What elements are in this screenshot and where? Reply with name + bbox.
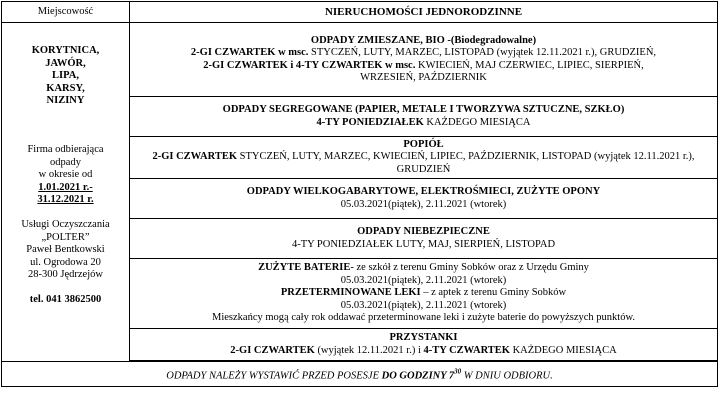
segregated-text: KAŻDEGO MIESIĄCA <box>423 116 531 128</box>
segregated-cell <box>130 97 718 137</box>
bulky-dates: 05.03.2021(piątek), 2.11.2021 (wtorek) <box>340 198 507 210</box>
mixed-l3-text: WRZESIEŃ, PAŹDZIERNIK <box>360 72 487 83</box>
header-title: NIERUCHOMOŚCI JEDNORODZINNE <box>130 2 718 23</box>
mixed-title: ODPADY ZMIESZANE, BIO -(Biodegradowalne) <box>310 34 537 46</box>
segregated-title: ODPADY SEGREGOWANE (PAPIER, METALE I TWORZYWA SZTUCZNE, SZKŁO) <box>222 104 625 115</box>
footer-after: W DNIU ODBIORU. <box>461 370 553 381</box>
company-name2: „POLTER” <box>41 231 90 243</box>
batteries-text: - ze szkół z terenu Gminy Sobków oraz z Urzędu Gminy <box>350 262 589 274</box>
hazardous-title: ODPADY NIEBEZPIECZNE <box>357 226 490 237</box>
locality-2: JAWÓR, <box>45 57 86 69</box>
stops-bold2: 4-TY CZWARTEK <box>423 344 510 356</box>
mixed-l2-bold: 2-GI CZWARTEK i 4-TY CZWARTEK w msc. <box>203 59 416 71</box>
company-line1: Firma odbierająca <box>27 143 104 155</box>
locality-cell <box>2 23 130 362</box>
company-phone: tel. 041 3862500 <box>29 293 102 305</box>
hazardous-text: 4-TY PONIEDZIAŁEK LUTY, MAJ, SIERPIEŃ, LISTOPAD <box>291 238 556 250</box>
hazardous-cell <box>130 219 718 259</box>
header-locality: Miejscowość <box>2 2 130 23</box>
company-owner: Paweł Bentkowski <box>26 244 105 256</box>
ash-text: STYCZEŃ, LUTY, MARZEC, KWIECIEŃ, LIPIEC, PAŹDZIERNIK, LISTOPAD (wyjątek 12.11.2021 r.), GRUDZIEŃ <box>237 151 695 175</box>
date-from: 1.01.2021 r.- <box>38 181 93 193</box>
batteries-note: Mieszkańcy mogą cały rok oddawać przeterminowane leki i zużyte baterie do powyższych punktów. <box>212 312 635 324</box>
footer-bold: DO GODZINY 7 <box>381 370 455 381</box>
segregated-day: 4-TY PONIEDZIAŁEK <box>316 116 424 128</box>
company-line2: odpady <box>50 156 81 168</box>
meds-title: PRZETERMINOWANE LEKI <box>280 287 421 299</box>
locality-3: LIPA, <box>52 70 79 82</box>
stops-bold1: 2-GI CZWARTEK <box>230 344 315 356</box>
company-name1: Usługi Oczyszczania <box>21 218 110 230</box>
bulky-title: ODPADY WIELKOGABARYTOWE, ELEKTROŚMIECI, ZUŻYTE OPONY <box>246 186 601 197</box>
bulky-cell <box>130 179 718 219</box>
stops-text2: KAŻDEGO MIESIĄCA <box>509 344 617 356</box>
batteries-dates: 05.03.2021(piątek), 2.11.2021 (wtorek) <box>340 274 507 286</box>
locality-1: KORYTNICA, <box>31 45 100 56</box>
ash-title: POPIÓŁ <box>403 138 444 150</box>
company-city: 28-300 Jędrzejów <box>28 269 103 281</box>
meds-text: – z aptek z terenu Gminy Sobków <box>420 287 567 299</box>
ash-bold: 2-GI CZWARTEK <box>152 151 237 163</box>
meds-dates: 05.03.2021(piątek), 2.11.2021 (wtorek) <box>340 299 507 311</box>
footer-note <box>2 362 718 387</box>
ash-cell <box>130 137 718 179</box>
company-line3: w okresie od <box>38 169 93 181</box>
mixed-waste-cell <box>130 23 718 97</box>
locality-4: KARSY, <box>46 82 85 94</box>
mixed-l1-text: STYCZEŃ, LUTY, MARZEC, LISTOPAD (wyjątek 12.11.2021 r.), GRUDZIEŃ, <box>308 47 657 58</box>
date-to: 31.12.2021 r. <box>37 194 94 206</box>
footer-sup: 30 <box>454 367 462 376</box>
stops-cell <box>130 329 718 361</box>
stops-title: PRZYSTANKI <box>389 332 458 343</box>
stops-text1: (wyjątek 12.11.2021 r.) i <box>314 344 424 356</box>
batteries-cell <box>130 259 718 329</box>
locality-5: NIZINY <box>46 95 85 107</box>
company-street: ul. Ogrodowa 20 <box>30 256 101 268</box>
batteries-title: ZUŻYTE BATERIE <box>258 262 351 274</box>
mixed-l1-bold: 2-GI CZWARTEK w msc. <box>190 47 309 58</box>
mixed-l2-text: KWIECIEŃ, MAJ CZERWIEC, LIPIEC, SIERPIEŃ, <box>415 59 644 71</box>
footer-before: ODPADY NALEŻY WYSTAWIĆ PRZED POSESJE <box>166 370 382 381</box>
schedule-table <box>1 1 718 387</box>
